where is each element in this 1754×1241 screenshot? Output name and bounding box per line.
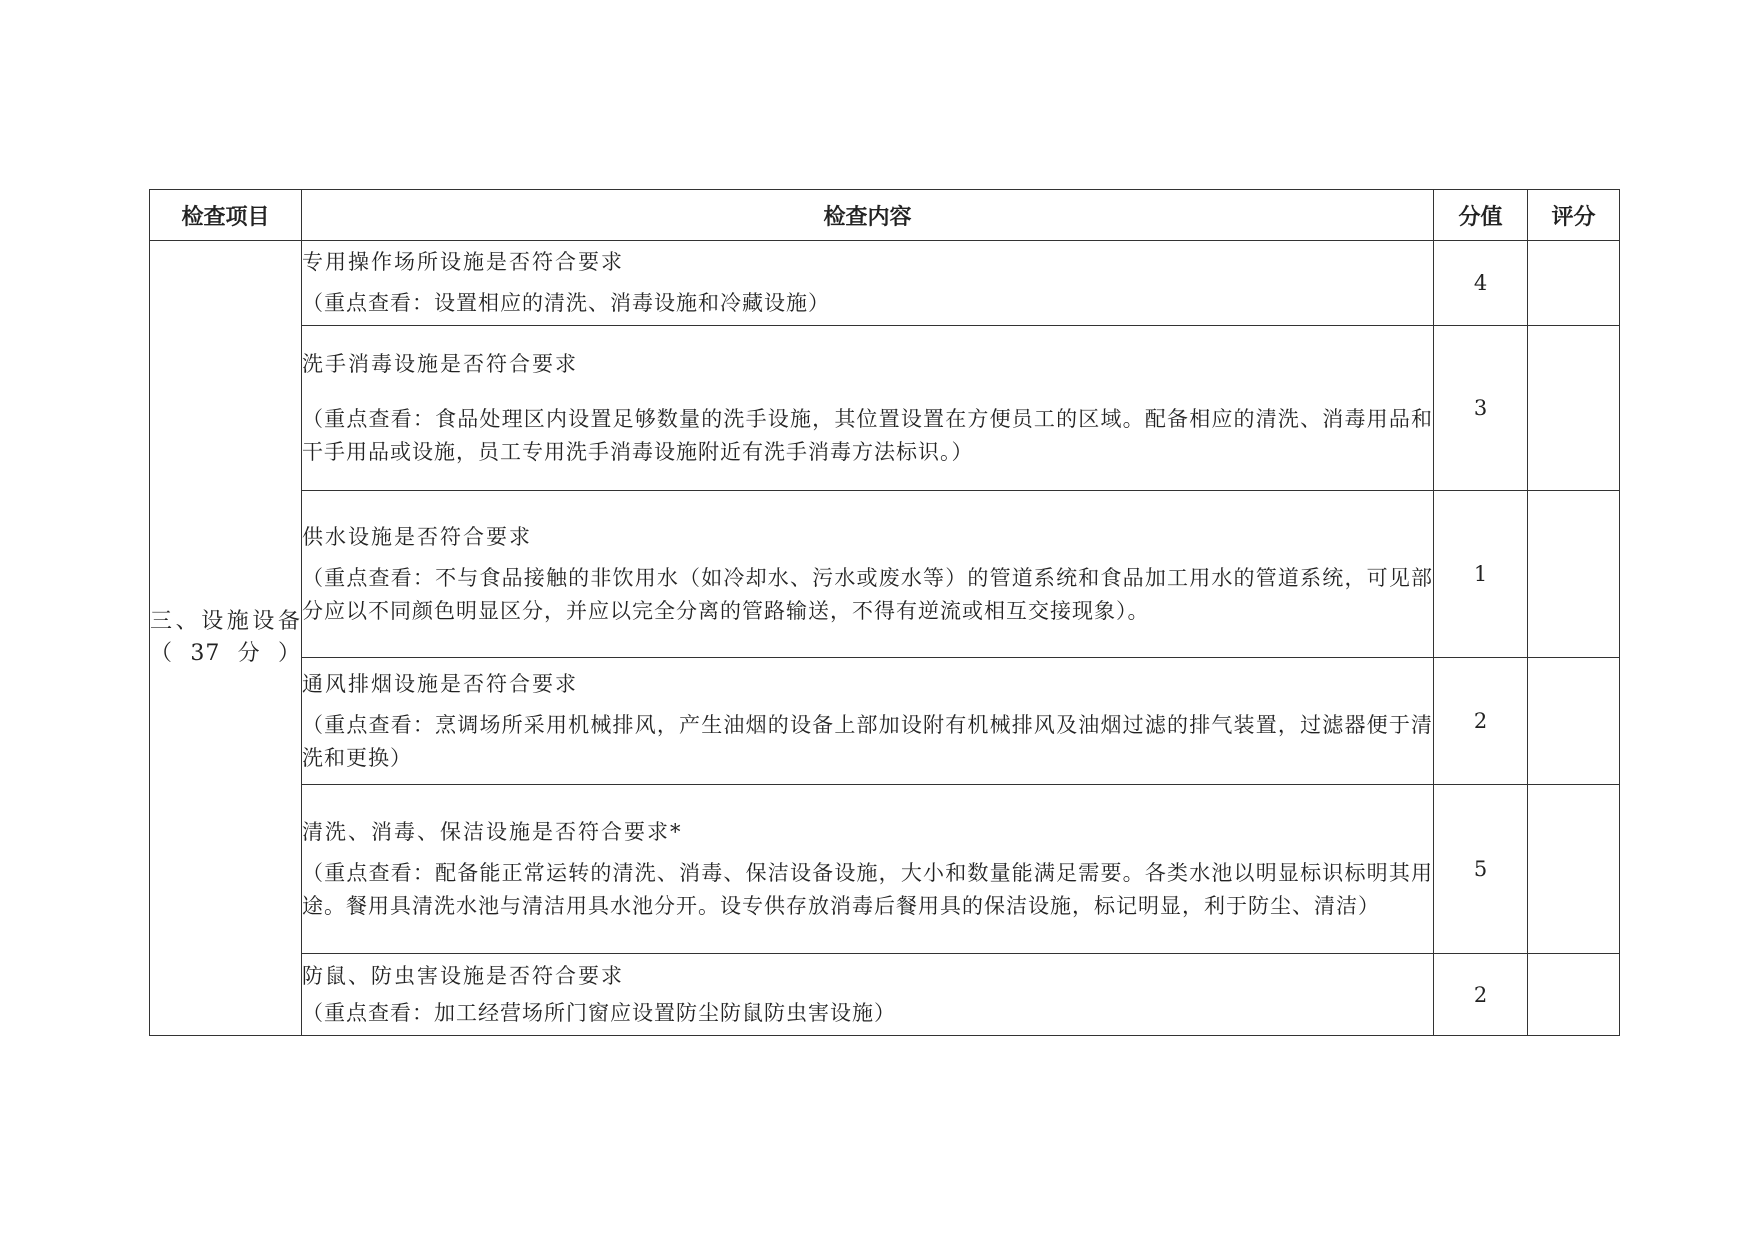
score-cell: 5: [1434, 785, 1528, 954]
item-title: 通风排烟设施是否符合要求: [302, 671, 578, 696]
table-row: [150, 658, 1620, 785]
content-cell: [302, 241, 1434, 326]
content-cell: [302, 785, 1434, 954]
category-cell: 三、设施设备（37分）: [150, 241, 302, 1036]
score-cell: 3: [1434, 326, 1528, 491]
table-row: [150, 491, 1620, 658]
item-title: 清洗、消毒、保洁设施是否符合要求*: [302, 819, 683, 844]
table-row: [150, 785, 1620, 954]
score-cell: 2: [1434, 954, 1528, 1036]
inspection-table: [149, 189, 1620, 1036]
content-cell: [302, 658, 1434, 785]
score-cell: 2: [1434, 658, 1528, 785]
rating-cell: [1528, 491, 1620, 658]
item-note: （重点查看：加工经营场所门窗应设置防尘防鼠防虫害设施）: [302, 1000, 896, 1025]
header-rating: 评分: [1528, 190, 1620, 241]
item-title: 洗手消毒设施是否符合要求: [302, 351, 578, 376]
rating-cell: [1528, 785, 1620, 954]
content-cell: [302, 326, 1434, 491]
table-row: [150, 241, 1620, 326]
rating-cell: [1528, 326, 1620, 491]
content-cell: [302, 491, 1434, 658]
item-note: （重点查看：食品处理区内设置足够数量的洗手设施，其位置设置在方便员工的区域。配备相应的清洗、消毒用品和干手用品或设施，员工专用洗手消毒设施附近有洗手消毒方法标识。）: [302, 406, 1433, 464]
header-score: 分值: [1434, 190, 1528, 241]
item-note: （重点查看：不与食品接触的非饮用水（如冷却水、污水或废水等）的管道系统和食品加工用水的管道系统，可见部分应以不同颜色明显区分，并应以完全分离的管路输送，不得有逆流或相互交接现象）。: [302, 565, 1433, 623]
rating-cell: [1528, 658, 1620, 785]
header-item: 检查项目: [150, 190, 302, 241]
rating-cell: [1528, 241, 1620, 326]
item-title: 防鼠、防虫害设施是否符合要求: [302, 963, 624, 988]
item-note: （重点查看：设置相应的清洗、消毒设施和冷藏设施）: [302, 291, 830, 315]
header-content: 检查内容: [302, 190, 1434, 241]
header-row: [150, 190, 1620, 241]
item-title: 供水设施是否符合要求: [302, 524, 532, 549]
item-note: （重点查看：配备能正常运转的清洗、消毒、保洁设备设施，大小和数量能满足需要。各类水池以明显标识标明其用途。餐用具清洗水池与清洁用具水池分开。设专供存放消毒后餐用具的保洁设施，标记明显，利于防尘、清洁）: [302, 860, 1433, 918]
item-title: 专用操作场所设施是否符合要求: [302, 250, 624, 274]
content-cell: [302, 954, 1434, 1036]
score-cell: 4: [1434, 241, 1528, 326]
table-row: [150, 326, 1620, 491]
table-row: [150, 954, 1620, 1036]
score-cell: 1: [1434, 491, 1528, 658]
item-note: （重点查看：烹调场所采用机械排风，产生油烟的设备上部加设附有机械排风及油烟过滤的排气装置，过滤器便于清洗和更换）: [302, 712, 1433, 770]
rating-cell: [1528, 954, 1620, 1036]
